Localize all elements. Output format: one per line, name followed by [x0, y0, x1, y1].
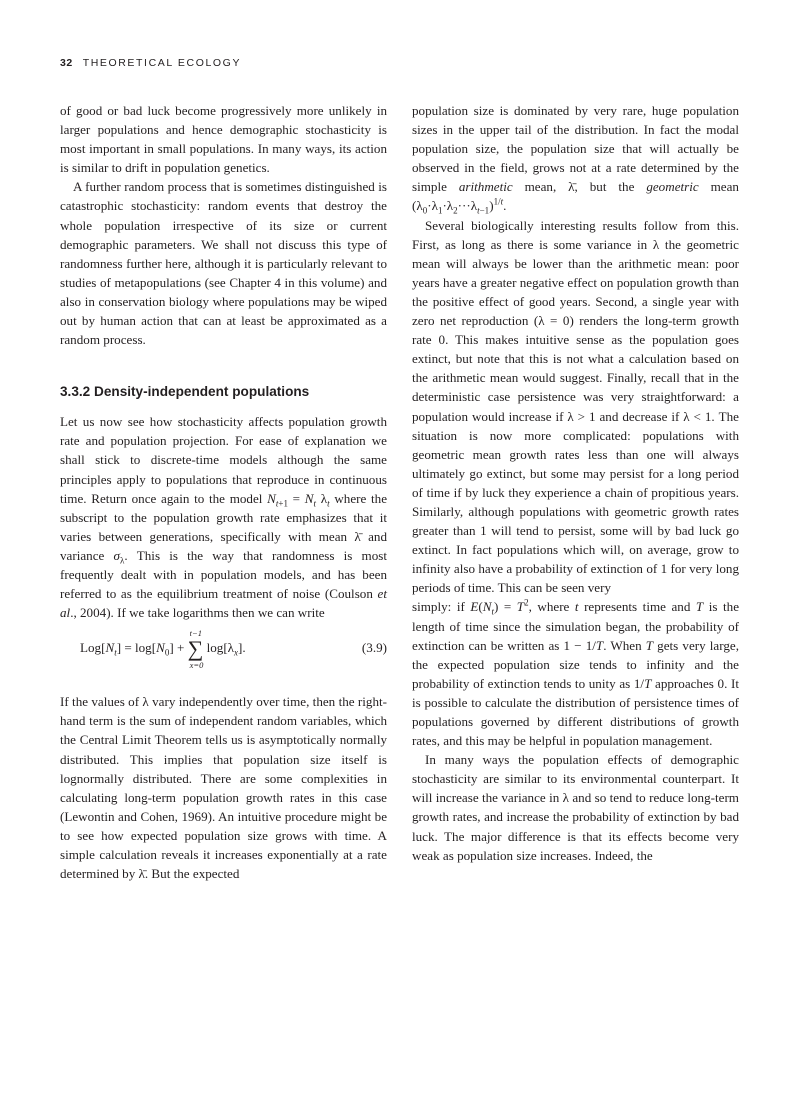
paragraph: A further random process that is sometimes distinguished is catastrophic stochasticity: random events that destroy the whole population irrespective of its size or current demographic parameters. We shall not discuss this type of randomness further here, although it is particularly relevant to studies of metapopulations (see Chapter 4 in this volume) and also in conservation biology where populations may be wiped out by human action that can at least be approximated as a random process.	[60, 179, 387, 348]
right-column	[412, 101, 739, 865]
equation	[60, 626, 387, 686]
page-number: 32	[60, 57, 73, 69]
paragraph: In many ways the population effects of demographic stochasticity are similar to its environmental counterpart. It will increase the variance in λ and so tend to reduce long-term growth rates, and increase the probability of extinction by bad luck. The major difference is that its effects become very weak as population size increases. Indeed, the	[412, 752, 739, 863]
paragraph: simply: if $E(N_t) = T^2$, where t represents time and T is the length of time since the simulation began, the probability of extinction can be written as 1 − 1/T. When T gets very large, the expected population size tends to infinity and the probability of extinction tends to unity as 1/T approaches 0. It is possible to calculate the distribution of persistence times of populations governed by different distributions of growth rates, and this may be helpful in population management.	[412, 598, 740, 749]
paragraph: Let us now see how stochasticity affects population growth rate and population projection. For ease of explanation we shall stick to discrete-time models although the same principles apply to populations that reproduce in continuous time. Return once again to the model $N_{t+1} = N_t$ $\lambda_t$ where the subscript to the population growth rate emphasizes that it varies between generations, specifically with mean λ̄ and variance $\sigma_\lambda$. This is the way that randomness is most frequently dealt with in population models, and has been referred to as the equilibrium treatment of noise (Coulson et al., 2004). If we take logarithms then we can write	[60, 414, 388, 621]
section-heading: 3.3.2 Density-independent populations	[60, 384, 310, 400]
paragraph: Several biologically interesting results follow from this. First, as long as there is some variance in λ the geometric mean will always be lower than the arithmetic mean: poor years have a greater negative effect on population growth than the positive effect of good years. Second, a single year with zero net reproduction (λ = 0) renders the long-term growth rate 0. This makes intuitive sense as the population goes extinct, but note that this is not what a calculation based on the arithmetic mean would suggest. Finally, recall that in the deterministic case persistence was very straightforward: a population would increase if λ > 1 and decrease if λ < 1. The situation is now more complicated: populations with geometric mean growth rates less than one will always ultimately go extinct, but some may persist for a long period of time if by luck they experience a chain of propitious years. Similarly, although populations with geometric growth rates greater than 1 will tend to persist, some will by bad luck go extinct. In fact populations which will, on average, grow to infinity also have a probability of extinction of 1 for very long periods of time. This can be seen very	[412, 217, 739, 596]
running-title: THEORETICAL ECOLOGY	[82, 57, 242, 69]
running-header	[60, 57, 241, 69]
equation-body: $Log[N_t] = \log[N_0]$ + ∑ t−1 x=0 $\log[\lambda_x]$.	[80, 628, 246, 671]
paragraph: population size is dominated by very rare, huge population sizes in the upper tail of the distribution. In fact the modal population size, the population size that will actually be observed in the field, grows not at a rate determined by the simple arithmetic mean, λ̄, but the geometric mean $(\lambda_0\cdot\lambda_1\cdot\lambda_2\cdot\cdot\cdot\lambda_{t-1})^{1/t}$.	[412, 103, 739, 217]
equation-number: (3.9)	[361, 640, 387, 656]
paragraph: If the values of λ vary independently over time, then the right-hand term is the sum of independent random variables, which the Central Limit Theorem tells us is asymptotically normally distributed. This implies that population size itself is lognormally distributed. There are some complexities in calculating long-term population growth rates in this case (Lewontin and Cohen, 1969). An intuitive procedure might be to see how expected population size grows with time. A simple calculation reveals it increases exponentially at a rate determined by λ̄. But the expected	[60, 694, 387, 882]
paragraph: of good or bad luck become progressively more unlikely in larger populations and hence demographic stochasticity is most important in small populations. In many ways, its action is similar to drift in population genetics.	[60, 103, 387, 176]
left-column	[60, 101, 387, 883]
